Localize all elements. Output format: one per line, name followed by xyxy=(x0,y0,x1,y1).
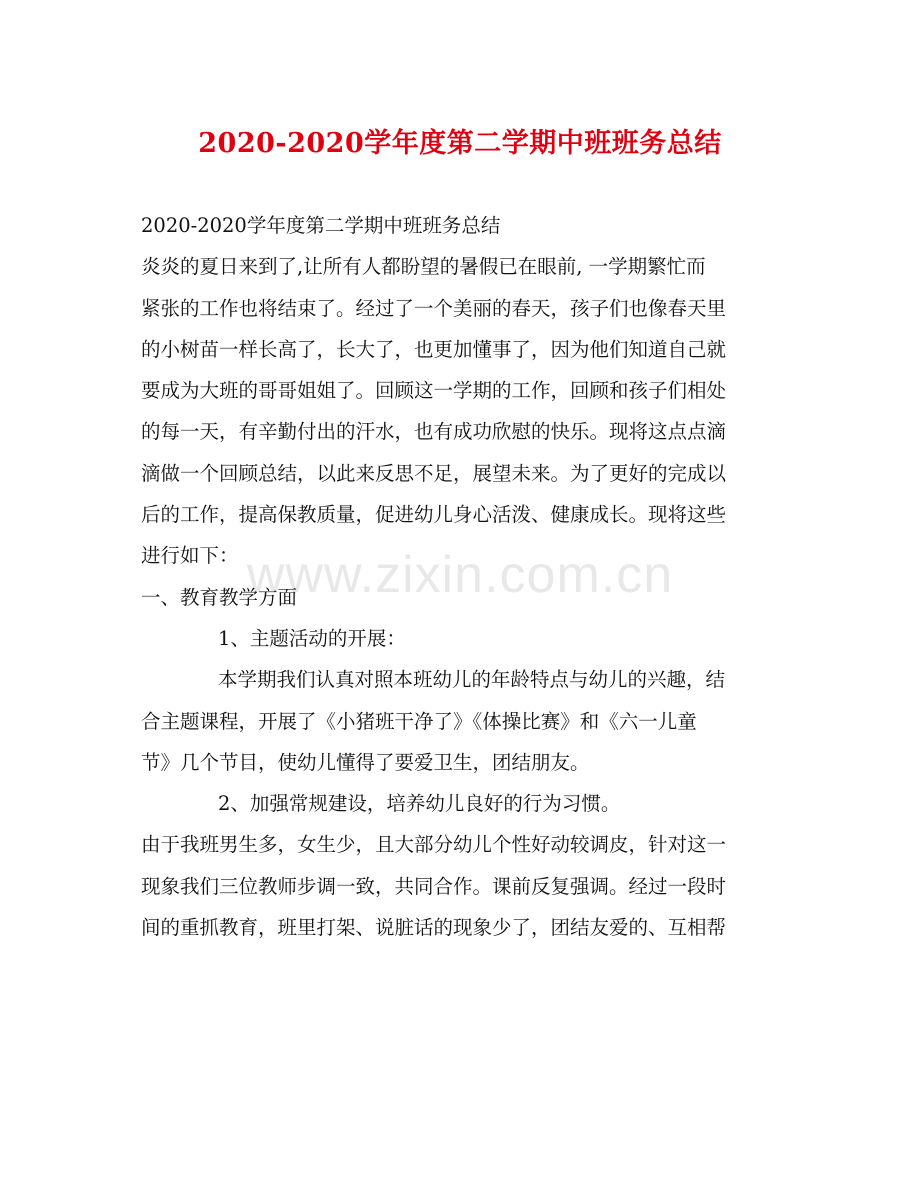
paragraph-line: 的小树苗一样长高了，长大了，也更加懂事了，因为他们知道自己就 xyxy=(141,337,727,361)
paragraph-line: 后的工作，提高保教质量，促进幼儿身心活泼、健康成长。现将这些 xyxy=(141,503,727,527)
section-heading: 一、教育教学方面 xyxy=(141,585,298,609)
subsection-heading: 1、主题活动的开展： xyxy=(218,626,406,650)
subsection-heading: 2、加强常规建设，培养幼儿良好的行为习惯。 xyxy=(218,792,621,816)
paragraph-line: 由于我班男生多，女生少，且大部分幼儿个性好动较调皮，针对这一 xyxy=(141,833,727,857)
paragraph-line: 现象我们三位教师步调一致，共同合作。课前反复强调。经过一段时 xyxy=(141,874,727,898)
paragraph-line: 紧张的工作也将结束了。经过了一个美丽的春天，孩子们也像春天里 xyxy=(141,296,727,320)
paragraph-line: 节》几个节目，使幼儿懂得了要爱卫生，团结朋友。 xyxy=(141,750,590,774)
watermark: www.zixin.com.cn xyxy=(246,546,674,604)
subtitle-line: 2020-2020学年度第二学期中班班务总结 xyxy=(141,214,501,237)
paragraph-line: 要成为大班的哥哥姐姐了。回顾这一学期的工作，回顾和孩子们相处 xyxy=(141,379,727,403)
document-body xyxy=(141,205,781,948)
paragraph-line: 的每一天，有辛勤付出的汗水，也有成功欣慰的快乐。现将这点点滴 xyxy=(141,420,727,444)
paragraph-line: 进行如下： xyxy=(141,544,239,568)
paragraph-line: 间的重抓教育，班里打架、说脏话的现象少了，团结友爱的、互相帮 xyxy=(141,916,727,940)
paragraph-line: 滴做一个回顾总结，以此来反思不足，展望未来。为了更好的完成以 xyxy=(141,461,727,485)
document-title: 2020-2020学年度第二学期中班班务总结 xyxy=(198,128,722,159)
paragraph-line: 炎炎的夏日来到了,让所有人都盼望的暑假已在眼前, 一学期繁忙而 xyxy=(141,255,706,279)
paragraph-line: 本学期我们认真对照本班幼儿的年龄特点与幼儿的兴趣，结 xyxy=(218,668,726,692)
paragraph-line: 合主题课程，开展了《小猪班干净了》《体操比赛》和《六一儿童 xyxy=(141,709,697,733)
